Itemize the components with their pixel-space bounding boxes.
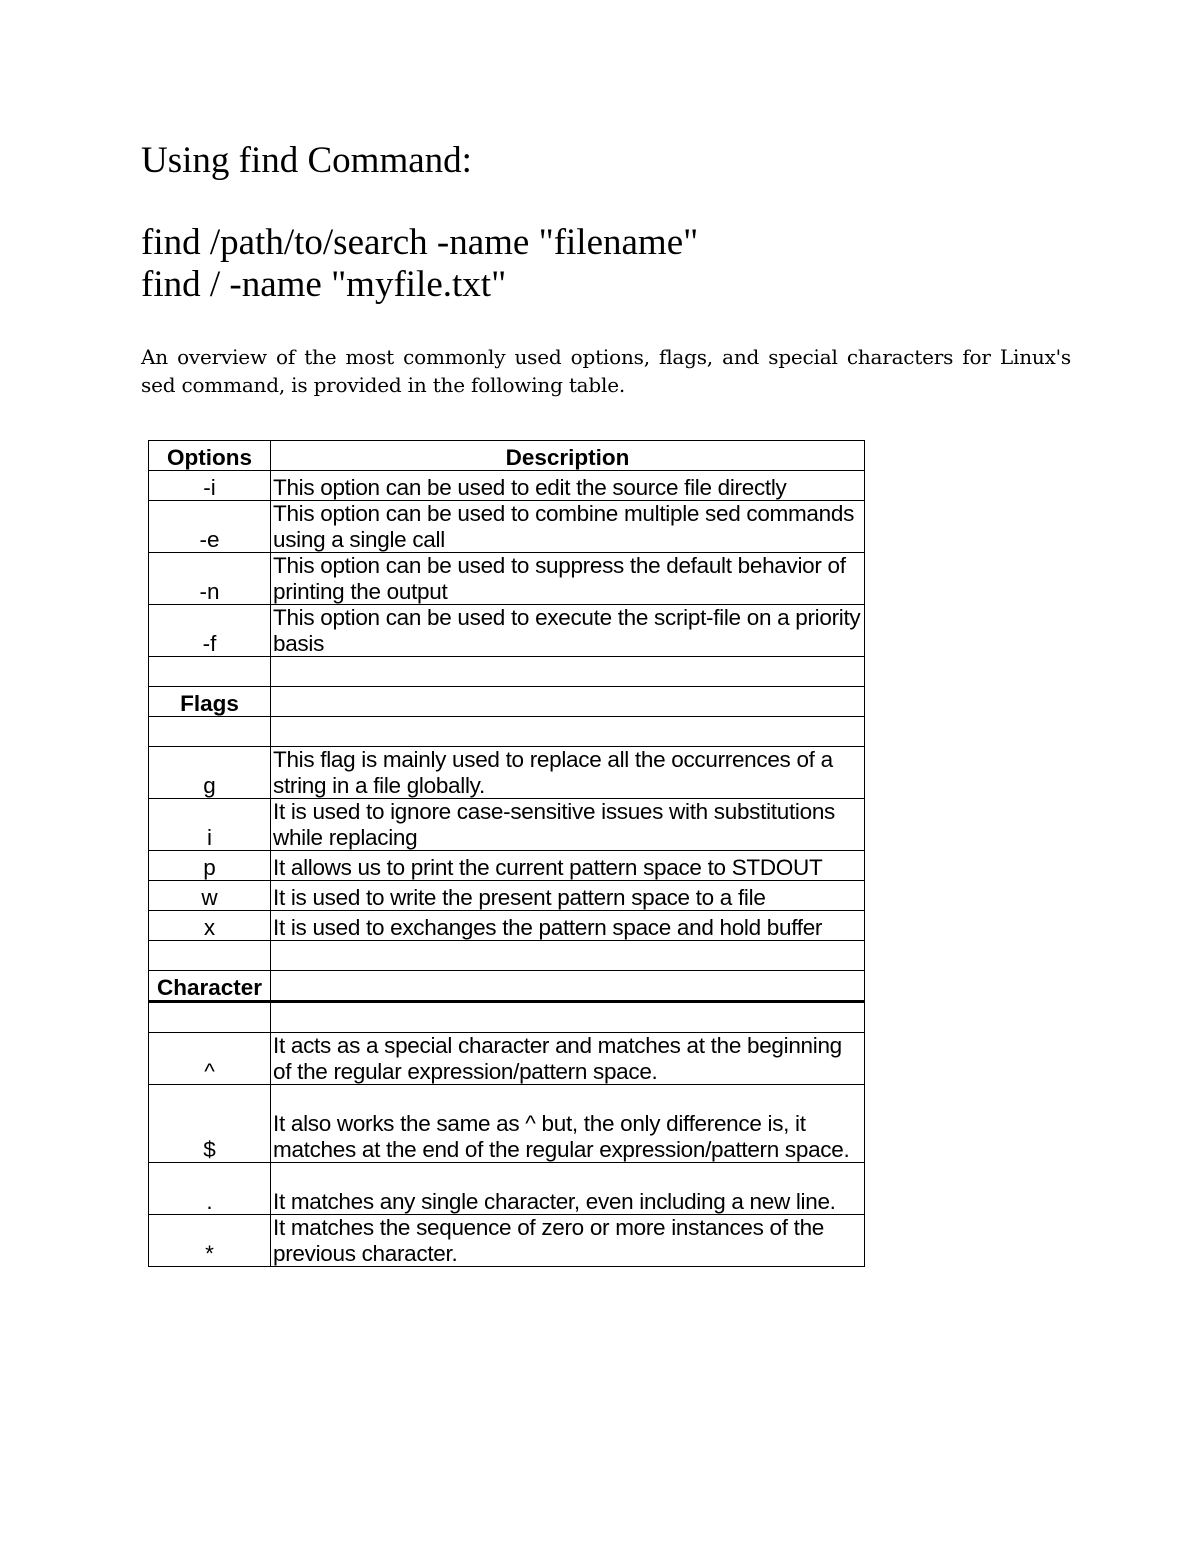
option-key: -f [149, 605, 271, 657]
character-key: . [149, 1163, 271, 1215]
option-key: -e [149, 501, 271, 553]
command-line-1: find /path/to/search -name "filename" [141, 222, 699, 263]
flag-key: w [149, 881, 271, 911]
empty-row [149, 941, 865, 971]
table-row [149, 1215, 865, 1267]
character-key: ^ [149, 1033, 271, 1085]
option-key: -i [149, 471, 271, 501]
option-key: -n [149, 553, 271, 605]
flag-description: It is used to ignore case-sensitive issues with substitutions while replacing [271, 799, 865, 851]
flag-description: It allows us to print the current pattern space to STDOUT [271, 851, 865, 881]
table-row [149, 605, 865, 657]
flag-description: It is used to write the present pattern space to a file [271, 881, 865, 911]
empty-row [149, 1002, 865, 1033]
option-description: This option can be used to edit the source file directly [271, 471, 865, 501]
character-description: It also works the same as ^ but, the only difference is, it matches at the end of the regular expression/pattern space. [271, 1085, 865, 1163]
flag-key: g [149, 747, 271, 799]
table-row [149, 911, 865, 941]
option-description: This option can be used to execute the script-file on a priority basis [271, 605, 865, 657]
table-row [149, 1163, 865, 1215]
command-line-2: find / -name "myfile.txt" [141, 264, 507, 305]
table-header-row [149, 441, 865, 471]
character-key: $ [149, 1085, 271, 1163]
empty-row [149, 717, 865, 747]
table-row [149, 1085, 865, 1163]
flag-key: i [149, 799, 271, 851]
table-row [149, 747, 865, 799]
character-key: * [149, 1215, 271, 1267]
table-row [149, 553, 865, 605]
header-options: Options [149, 441, 271, 471]
header-description: Description [271, 441, 865, 471]
option-description: This option can be used to combine multiple sed commands using a single call [271, 501, 865, 553]
section-title-flags: Flags [149, 687, 271, 717]
table-row [149, 471, 865, 501]
intro-paragraph: An overview of the most commonly used options, flags, and special characters for Linux's sed command, is provided in the following table. [141, 345, 1071, 397]
section-title-character: Character [149, 971, 271, 1002]
option-description: This option can be used to suppress the default behavior of printing the output [271, 553, 865, 605]
sed-reference-table [148, 440, 865, 1267]
flag-description: It is used to exchanges the pattern space and hold buffer [271, 911, 865, 941]
table-row [149, 501, 865, 553]
table-row [149, 799, 865, 851]
character-description: It matches any single character, even including a new line. [271, 1163, 865, 1215]
flag-key: x [149, 911, 271, 941]
table-row [149, 881, 865, 911]
character-description: It acts as a special character and matches at the beginning of the regular expression/pattern space. [271, 1033, 865, 1085]
empty-row [149, 657, 865, 687]
table-row [149, 851, 865, 881]
flag-description: This flag is mainly used to replace all the occurrences of a string in a file globally. [271, 747, 865, 799]
character-description: It matches the sequence of zero or more instances of the previous character. [271, 1215, 865, 1267]
section-row-character [149, 971, 865, 1002]
flag-key: p [149, 851, 271, 881]
section-row-flags [149, 687, 865, 717]
table-row [149, 1033, 865, 1085]
page-heading: Using find Command: [141, 140, 472, 181]
